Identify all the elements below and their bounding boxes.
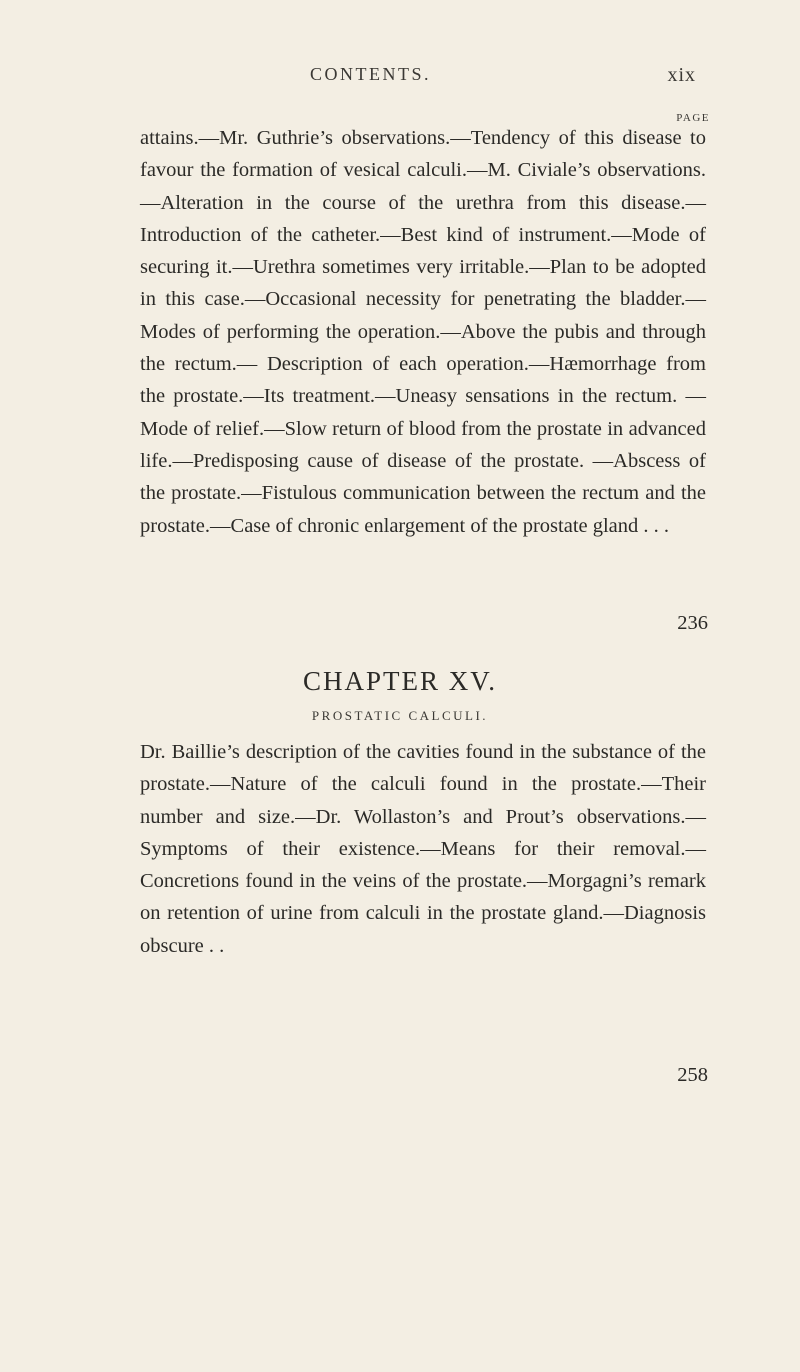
chapter-subtitle: PROSTATIC CALCULI. bbox=[311, 708, 489, 723]
running-head bbox=[0, 64, 800, 94]
dot-leaders: . . bbox=[208, 934, 225, 957]
contents-entry bbox=[140, 122, 706, 542]
contents-entry bbox=[140, 736, 706, 962]
page-column-label: PAGE bbox=[676, 112, 710, 124]
chapter-heading: CHAPTER XV. bbox=[302, 666, 498, 696]
entry-text: attains.—Mr. Guthrie’s observations.—Tendency of this disease to favour the formation of vesical calculi.—M. Civiale’s observations.—Alteration in the course of the urethra from this disease.—Introduction of the catheter.—Best kind of instrument.—Mode of securing it.—Urethra sometimes very irritable.—Plan to be adopted in this case.—Occasional necessity for penetrating the bladder.—Modes of performing the operation.—Above the pubis and through the rectum.— Description of each operation.—Hæmorrhage from the prostate.—Its treatment.—Uneasy sensations in the rectum. —Mode of relief.—Slow return of blood from the prostate in advanced life.—Predisposing cause of disease of the prostate. —Abscess of the prostate.—Fistulous communication between the rectum and the prostate.—Case of chronic enlargement of the prostate gland bbox=[140, 127, 706, 537]
entry-page-number: 258 bbox=[677, 1064, 708, 1086]
entry-page-number: 236 bbox=[677, 612, 708, 634]
entry-text: Dr. Baillie’s description of the cavities found in the substance of the prostate.—Nature of the calculi found in the prostate.—Their number and size.—Dr. Wollaston’s and Prout’s observations.—Symptoms of their existence.—Means for their removal.—Concretions found in the veins of the prostate.—Morgagni’s remark on retention of urine from calculi in the prostate gland.—Diagnosis obscure bbox=[140, 741, 706, 957]
dot-leaders: . . . bbox=[643, 514, 670, 537]
folio-page-number: xix bbox=[667, 64, 696, 86]
running-title: CONTENTS. bbox=[310, 64, 431, 84]
